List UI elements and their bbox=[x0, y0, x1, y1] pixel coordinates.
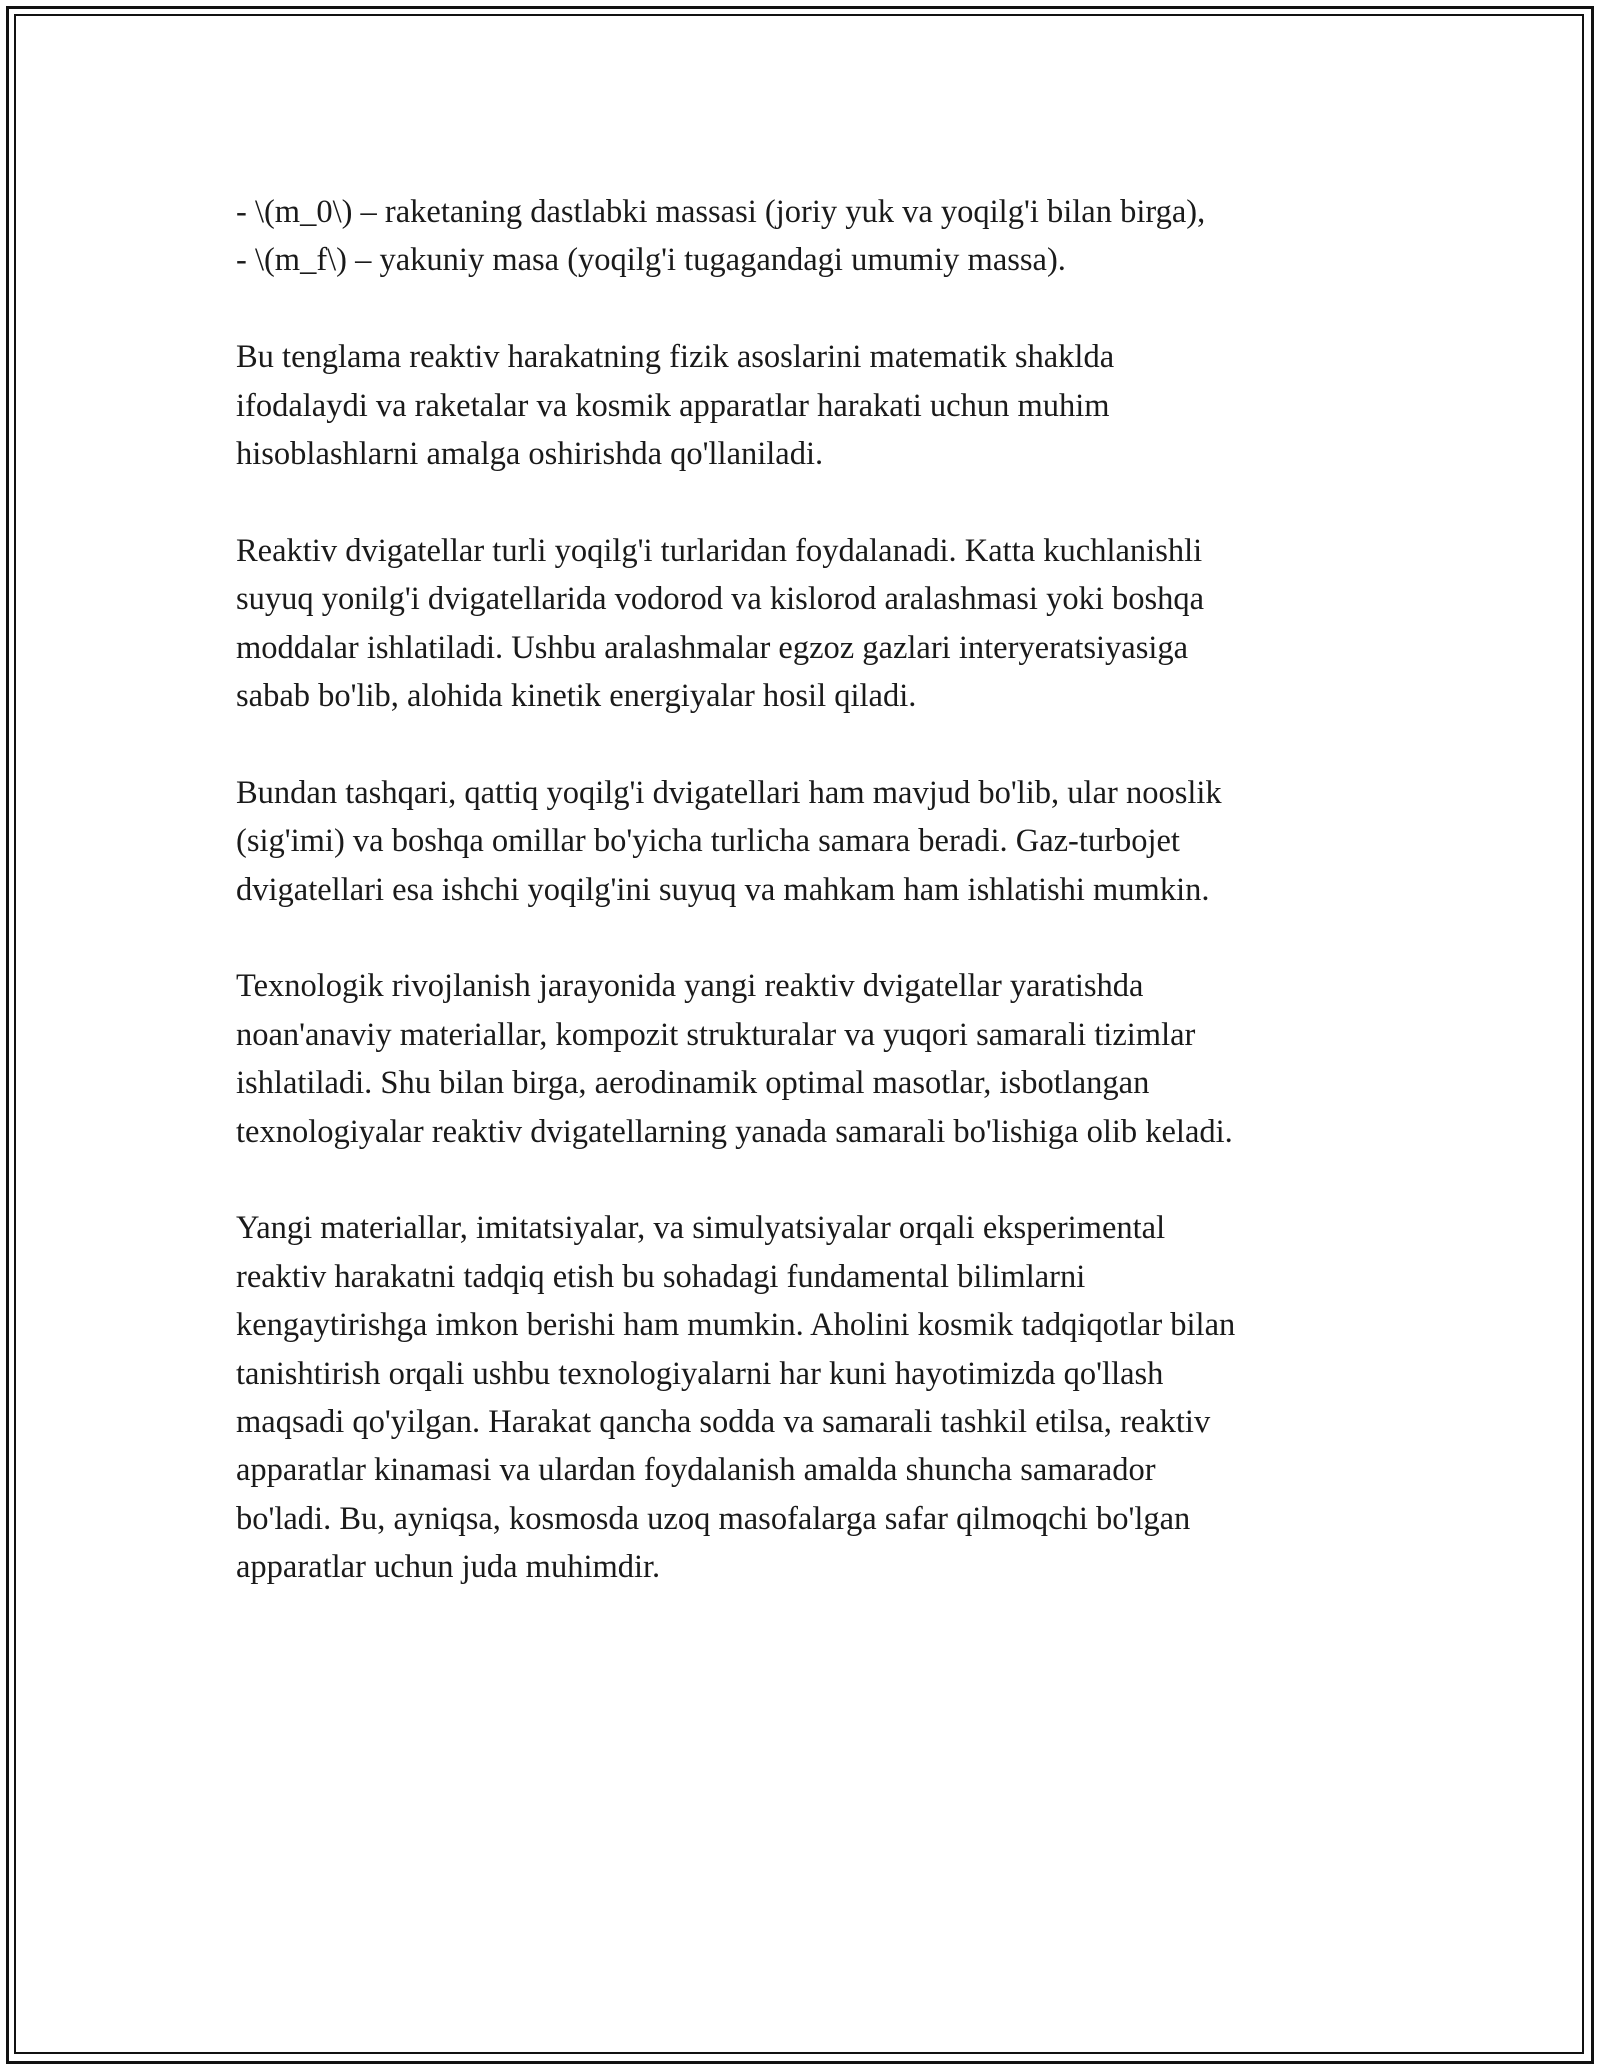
text-line: moddalar ishlatiladi. Ushbu aralashmalar egzoz gazlari interyeratsiyasiga bbox=[236, 629, 1189, 666]
text-line: ifodalaydi va raketalar va kosmik apparatlar harakati uchun muhim bbox=[236, 387, 1110, 424]
text-line: ishlatiladi. Shu bilan birga, aerodinamik optimal masotlar, isbotlangan bbox=[236, 1065, 1150, 1102]
paragraph-technology bbox=[236, 962, 1376, 1156]
text-line: - \(m_0\) – raketaning dastlabki massasi (joriy yuk va yoqilg'i bilan birga), bbox=[236, 194, 1206, 230]
paragraph-new-materials bbox=[236, 1204, 1376, 1591]
text-line: bo'ladi. Bu, ayniqsa, kosmosda uzoq masofalarga safar qilmoqchi bo'lgan bbox=[236, 1500, 1191, 1537]
text-line: noan'anaviy materiallar, kompozit strukturalar va yuqori samarali tizimlar bbox=[236, 1016, 1196, 1053]
text-line: apparatlar kinamasi va ulardan foydalanish amalda shuncha samarador bbox=[236, 1452, 1156, 1489]
text-line: Reaktiv dvigatellar turli yoqilg'i turlaridan foydalanadi. Katta kuchlanishli bbox=[236, 532, 1203, 569]
paragraph-solid-fuel bbox=[236, 769, 1376, 914]
document-body bbox=[236, 188, 1376, 1592]
text-line: maqsadi qo'yilgan. Harakat qancha sodda va samarali tashkil etilsa, reaktiv bbox=[236, 1404, 1211, 1441]
text-line: Bundan tashqari, qattiq yoqilg'i dvigatellari ham mavjud bo'lib, ular nooslik bbox=[236, 774, 1222, 811]
text-line: suyuq yonilg'i dvigatellarida vodorod va kislorod aralashmasi yoki boshqa bbox=[236, 581, 1205, 618]
text-line: (sig'imi) va boshqa omillar bo'yicha turlicha samara beradi. Gaz-turbojet bbox=[236, 823, 1180, 860]
text-line: hisoblashlarni amalga oshirishda qo'llaniladi. bbox=[236, 436, 824, 473]
text-line: sabab bo'lib, alohida kinetik energiyalar hosil qiladi. bbox=[236, 678, 917, 715]
text-line: dvigatellari esa ishchi yoqilg'ini suyuq va mahkam ham ishlatishi mumkin. bbox=[236, 871, 1210, 908]
text-line: tanishtirish orqali ushbu texnologiyalarni har kuni hayotimizda qo'llash bbox=[236, 1355, 1164, 1392]
text-line: Yangi materiallar, imitatsiyalar, va simulyatsiyalar orqali eksperimental bbox=[236, 1210, 1166, 1247]
text-line: reaktiv harakatni tadqiq etish bu sohadagi fundamental bilimlarni bbox=[236, 1258, 1086, 1295]
text-line: texnologiyalar reaktiv dvigatellarning yanada samarali bo'lishiga olib keladi. bbox=[236, 1113, 1233, 1150]
paragraph-equation-meaning bbox=[236, 333, 1376, 478]
text-line: Texnologik rivojlanish jarayonida yangi reaktiv dvigatellar yaratishda bbox=[236, 968, 1144, 1005]
paragraph-fuel-types bbox=[236, 527, 1376, 721]
text-line: Bu tenglama reaktiv harakatning fizik asoslarini matematik shaklda bbox=[236, 339, 1115, 376]
paragraph-mass-definitions bbox=[236, 188, 1376, 285]
text-line: kengaytirishga imkon berishi ham mumkin. Aholini kosmik tadqiqotlar bilan bbox=[236, 1307, 1236, 1344]
text-line: apparatlar uchun juda muhimdir. bbox=[236, 1549, 661, 1586]
text-line: - \(m_f\) – yakuniy masa (yoqilg'i tugagandagi umumiy massa). bbox=[236, 242, 1066, 279]
